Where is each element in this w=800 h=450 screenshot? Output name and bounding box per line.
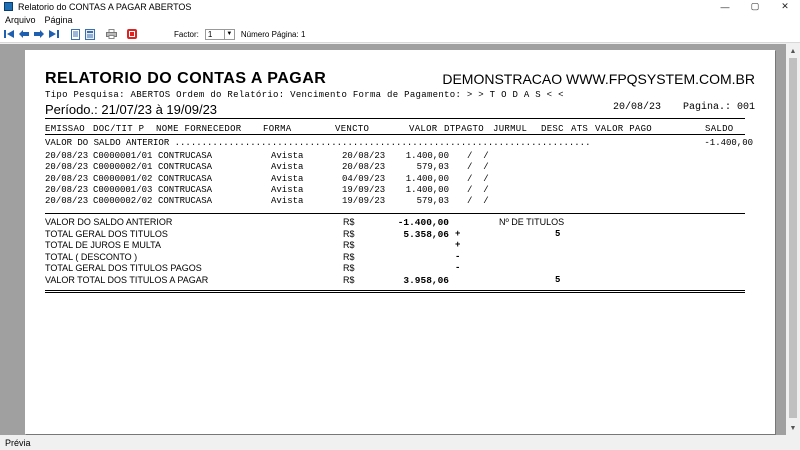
summary-sign: -: [455, 251, 461, 262]
row-valor: 579,03: [416, 196, 449, 207]
row-vencto: 04/09/23: [342, 173, 386, 184]
company-name: DEMONSTRACAO WWW.FPQSYSTEM.COM.BR: [442, 71, 755, 87]
row-doc: C0000001/03: [93, 184, 153, 195]
page-number-label: Número Página: 1: [240, 29, 306, 39]
chevron-down-icon[interactable]: ▼: [225, 29, 235, 40]
summary-currency: R$: [343, 263, 355, 274]
app-icon: [4, 2, 13, 11]
row-dtpagto: / /: [467, 173, 489, 184]
row-dtpagto: / /: [467, 151, 489, 161]
previous-balance-value: -1.400,00: [704, 138, 753, 148]
summary-label: TOTAL ( DESCONTO ): [45, 251, 138, 262]
summary-label: VALOR TOTAL DOS TITULOS A PAGAR: [45, 275, 209, 285]
preview-area[interactable]: [0, 44, 800, 435]
row-emissao: 20/08/23: [45, 162, 89, 173]
row-vencto: 19/09/23: [342, 196, 386, 207]
summary-label: TOTAL GERAL DOS TITULOS PAGOS: [45, 263, 202, 274]
print-icon[interactable]: [105, 28, 117, 40]
summary-sign: -: [455, 263, 461, 274]
row-emissao: 20/08/23: [45, 184, 89, 195]
menu-bar: [0, 13, 800, 26]
scroll-down-icon[interactable]: ▼: [789, 424, 797, 432]
report-icon[interactable]: [84, 28, 96, 40]
header-divider: [45, 118, 745, 119]
num-titulos-pagar: 5: [555, 275, 561, 285]
next-page-icon[interactable]: [33, 28, 45, 40]
report-page-number: Pagina.: 001: [682, 102, 755, 113]
col-ats: ATS: [571, 124, 589, 134]
row-valor: 579,03: [416, 162, 449, 173]
col-jurmul: JURMUL: [493, 124, 528, 134]
report-date: 20/08/23: [612, 102, 661, 113]
footer-divider: [45, 290, 745, 293]
row-valor: 1.400,00: [405, 173, 449, 184]
row-fornecedor: CONTRUCASA: [158, 151, 213, 161]
summary-label: VALOR DO SALDO ANTERIOR: [45, 217, 173, 227]
document-icon[interactable]: [69, 28, 81, 40]
close-report-icon[interactable]: [126, 28, 138, 40]
row-dtpagto: / /: [467, 184, 489, 195]
rows-divider: [45, 213, 745, 214]
row-doc: C0000001/01: [93, 151, 153, 161]
status-bar: [0, 435, 800, 450]
previous-balance-label: VALOR DO SALDO ANTERIOR .............................................................................: [45, 138, 591, 148]
report-date-page: [597, 102, 755, 113]
report-page: [25, 50, 775, 434]
status-text: Prévia: [5, 437, 31, 448]
row-forma: Avista: [271, 196, 304, 207]
row-emissao: 20/08/23: [45, 173, 89, 184]
columns-divider: [45, 134, 745, 135]
num-titulos-geral: 5: [555, 229, 561, 239]
col-vencto: VENCTO: [335, 124, 370, 134]
row-valor: 1.400,00: [405, 184, 449, 195]
row-doc: C0000002/01: [93, 162, 153, 173]
last-page-icon[interactable]: [48, 28, 60, 40]
row-emissao: 20/08/23: [45, 196, 89, 207]
num-titulos-label: Nº DE TITULOS: [499, 217, 565, 227]
factor-label: Factor:: [174, 29, 199, 39]
summary-value: 3.958,06: [403, 275, 449, 286]
prev-page-icon[interactable]: [18, 28, 30, 40]
col-valor-pago: VALOR PAGO: [595, 124, 653, 134]
summary-currency: R$: [343, 217, 355, 227]
row-fornecedor: CONTRUCASA: [158, 162, 213, 173]
title-bar: [0, 0, 800, 13]
summary-currency: R$: [343, 275, 355, 285]
row-vencto: 20/08/23: [342, 162, 386, 173]
row-vencto: 19/09/23: [342, 184, 386, 195]
row-dtpagto: / /: [467, 196, 489, 207]
report-title: RELATORIO DO CONTAS A PAGAR: [45, 70, 327, 87]
menu-arquivo[interactable]: Arquivo: [5, 14, 36, 25]
summary-sign: +: [455, 228, 461, 239]
window-controls: [710, 0, 800, 13]
row-fornecedor: CONTRUCASA: [158, 184, 213, 195]
summary-label: TOTAL DE JUROS E MULTA: [45, 240, 162, 251]
row-fornecedor: CONTRUCASA: [158, 173, 213, 184]
summary-sign: +: [455, 240, 461, 251]
col-dtpagto: DTPAGTO: [444, 124, 484, 134]
row-forma: Avista: [271, 184, 304, 195]
row-forma: Avista: [271, 162, 304, 173]
col-doc: DOC/TIT P: [93, 124, 145, 134]
col-fornecedor: NOME FORNECEDOR: [156, 124, 242, 134]
menu-pagina[interactable]: Página: [44, 14, 73, 25]
summary-label: TOTAL GERAL DOS TITULOS: [45, 228, 168, 239]
summary-currency: R$: [343, 240, 355, 251]
summary-currency: R$: [343, 228, 355, 239]
factor-select[interactable]: 1: [205, 29, 225, 40]
row-dtpagto: / /: [467, 162, 489, 173]
col-valor: VALOR: [409, 124, 438, 134]
row-vencto: 20/08/23: [342, 151, 386, 161]
first-page-icon[interactable]: [3, 28, 15, 40]
col-desc: DESC: [541, 124, 564, 134]
maximize-button[interactable]: ▢: [750, 1, 760, 11]
row-doc: C0000001/02: [93, 173, 153, 184]
row-valor: 1.400,00: [405, 151, 449, 161]
col-saldo: SALDO: [705, 124, 734, 134]
summary-value: -1.400,00: [397, 217, 449, 228]
report-period: Período.: 21/07/23 à 19/09/23: [45, 102, 218, 117]
col-forma: FORMA: [263, 124, 292, 134]
row-forma: Avista: [271, 173, 304, 184]
window-title: Relatorio do CONTAS A PAGAR ABERTOS: [18, 1, 192, 12]
row-forma: Avista: [271, 151, 304, 161]
vertical-scrollbar[interactable]: [786, 44, 800, 435]
row-fornecedor: CONTRUCASA: [158, 196, 213, 207]
summary-value: 5.358,06: [403, 228, 449, 240]
report-filters: Tipo Pesquisa: ABERTOS Ordem do Relatório: Vencimento Forma de Pagamento: > > T O D A S < <: [45, 90, 564, 100]
summary-currency: R$: [343, 251, 355, 262]
col-emissao: EMISSAO: [45, 124, 85, 134]
scroll-up-icon[interactable]: ▲: [789, 47, 797, 55]
row-doc: C0000002/02: [93, 196, 153, 207]
close-button[interactable]: ✕: [781, 1, 789, 11]
minimize-button[interactable]: —: [720, 1, 730, 12]
scroll-thumb[interactable]: [789, 58, 797, 418]
row-emissao: 20/08/23: [45, 151, 89, 161]
toolbar: [0, 26, 800, 43]
